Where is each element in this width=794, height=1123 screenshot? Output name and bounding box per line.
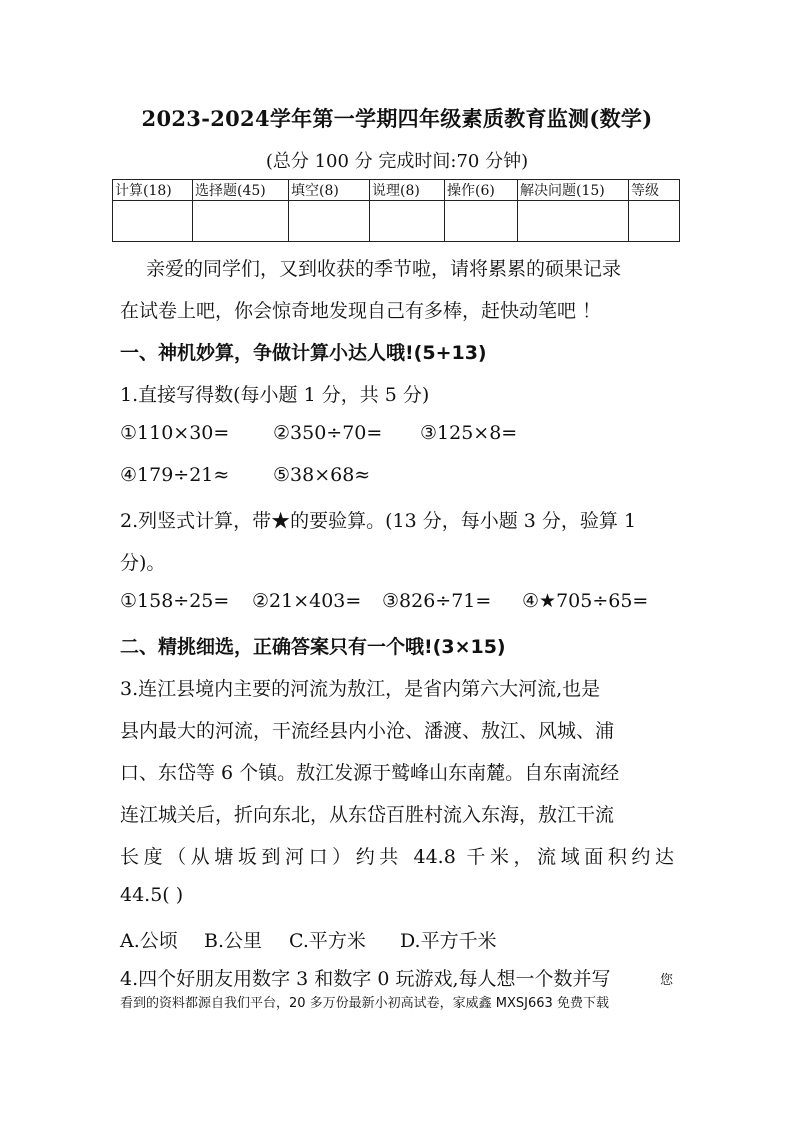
q3-option-d: D.平方千米 (400, 930, 497, 952)
q2-item-2: ②21×403= (252, 590, 362, 612)
score-cell[interactable] (113, 201, 193, 242)
q4-line-1: 4.四个好朋友用数字 3 和数字 0 玩游戏,每人想一个数并写 (120, 968, 611, 990)
q2-prompt-line-2: 分)。 (120, 552, 166, 574)
q2-item-3: ③826÷71= (382, 590, 492, 612)
score-header-choice: 选择题(45) (193, 180, 289, 201)
section1-heading: 一、神机妙算，争做计算小达人哦!(5+13) (120, 342, 487, 364)
q2-item-1: ①158÷25= (120, 590, 230, 612)
q3-line-3: 口、东岱等 6 个镇。敖江发源于鹫峰山东南麓。自东南流经 (120, 762, 620, 784)
q3-line-5: 长度（从塘坂到河口）约共 44.8 千米，流域面积约达 (120, 846, 674, 868)
page-title: 2023-2024学年第一学期四年级素质教育监测(数学) (141, 106, 653, 131)
page-subtitle: (总分 100 分 完成时间:70 分钟) (265, 151, 529, 172)
score-header-operate: 操作(6) (445, 180, 518, 201)
score-cell[interactable] (370, 201, 445, 242)
score-cell[interactable] (629, 201, 680, 242)
score-header-reason: 说理(8) (370, 180, 445, 201)
q3-option-a: A.公顷 (120, 930, 178, 952)
intro-line-1: 亲爱的同学们，又到收获的季节啦，请将累累的硕果记录 (146, 258, 622, 280)
q3-option-b: B.公里 (204, 930, 263, 952)
score-header-fill: 填空(8) (289, 180, 370, 201)
score-header-grade: 等级 (629, 180, 680, 201)
section2-heading: 二、精挑细选，正确答案只有一个哦!(3×15) (120, 636, 506, 658)
score-cell[interactable] (518, 201, 629, 242)
q1-item-3: ③125×8= (420, 422, 518, 444)
q4-tail: 您 (660, 973, 674, 988)
score-cell[interactable] (193, 201, 289, 242)
score-table-body-row (113, 201, 680, 242)
q1-item-1: ①110×30= (120, 422, 230, 444)
q3-line-1: 3.连江县境内主要的河流为敖江，是省内第六大河流,也是 (120, 678, 601, 700)
footer-notice: 看到的资料都源自我们平台，20 多万份最新小初高试卷，家威鑫 MXSJ663 免费下载 (120, 996, 609, 1011)
score-table-header-row (113, 180, 680, 201)
q3-line-2: 县内最大的河流，干流经县内小沧、潘渡、敖江、风城、浦 (120, 720, 615, 742)
intro-line-2: 在试卷上吧，你会惊奇地发现自己有多棒，赶快动笔吧 ！ (120, 300, 602, 322)
q3-line-6: 44.5( ) (120, 884, 184, 906)
q1-item-5: ⑤38×68≈ (273, 464, 371, 486)
q1-item-2: ②350÷70= (273, 422, 383, 444)
q1-prompt: 1.直接写得数(每小题 1 分，共 5 分) (120, 384, 430, 406)
q1-item-4: ④179÷21≈ (120, 464, 230, 486)
score-header-calc: 计算(18) (113, 180, 193, 201)
q2-item-4: ④★705÷65= (522, 590, 649, 612)
q3-option-c: C.平方米 (289, 930, 366, 952)
score-cell[interactable] (445, 201, 518, 242)
score-header-solve: 解决问题(15) (518, 180, 629, 201)
q2-prompt-line-1: 2.列竖式计算，带★的要验算。(13 分，每小题 3 分，验算 1 (120, 510, 637, 532)
q3-line-4: 连江城关后，折向东北，从东岱百胜村流入东海，敖江干流 (120, 804, 615, 826)
score-cell[interactable] (289, 201, 370, 242)
score-table (112, 179, 680, 242)
